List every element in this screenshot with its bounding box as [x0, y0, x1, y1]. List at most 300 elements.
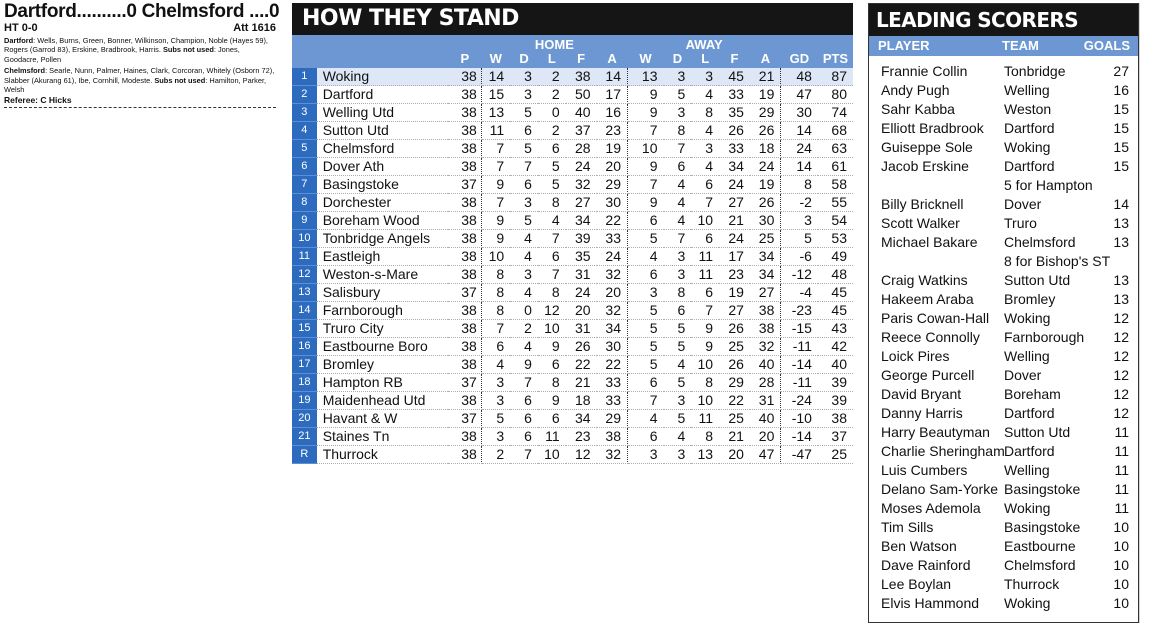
scorer-row	[869, 423, 1138, 442]
scorer-goals: 10	[1113, 557, 1129, 573]
cell-away-drawn: 4	[664, 212, 692, 230]
scorer-name: Lee Boylan	[881, 576, 952, 592]
cell-away-drawn: 3	[664, 104, 692, 122]
cell-home-for: 35	[566, 248, 597, 266]
cell-position: 14	[292, 302, 317, 320]
cell-away-lost: 11	[691, 248, 719, 266]
cell-home-won: 7	[481, 194, 510, 212]
cell-home-lost: 8	[538, 284, 566, 302]
cell-away-against: 32	[750, 338, 781, 356]
cell-team-name: Maidenhead Utd	[317, 392, 449, 410]
scorer-name: Loick Pires	[881, 348, 950, 364]
leading-scorers-title-bar	[869, 4, 1138, 36]
cell-away-drawn: 5	[664, 410, 692, 428]
dartford-lineup	[4, 36, 276, 64]
cell-home-for: 39	[566, 230, 597, 248]
scorer-team: Dartford	[1004, 405, 1055, 421]
cell-away-lost: 3	[691, 68, 719, 86]
cell-team-name: Dartford	[317, 86, 449, 104]
cell-home-won: 11	[481, 122, 510, 140]
cell-away-won: 10	[627, 140, 663, 158]
scorer-name: Guiseppe Sole	[881, 139, 973, 155]
cell-position: 16	[292, 338, 317, 356]
cell-away-won: 13	[627, 68, 663, 86]
cell-home-against: 14	[597, 68, 628, 86]
cell-played: 37	[448, 284, 481, 302]
cell-goal-difference: 3	[781, 212, 818, 230]
cell-home-against: 16	[597, 104, 628, 122]
chelmsford-lineup	[4, 66, 276, 94]
scorer-goals: 10	[1113, 519, 1129, 535]
scorer-goals: 14	[1113, 196, 1129, 212]
cell-position: 19	[292, 392, 317, 410]
scorer-goals: 13	[1113, 291, 1129, 307]
scorer-name: Frannie Collin	[881, 63, 968, 79]
cell-team-name: Basingstoke	[317, 176, 449, 194]
cell-home-against: 32	[597, 266, 628, 284]
cell-away-for: 33	[719, 86, 750, 104]
cell-away-drawn: 5	[664, 320, 692, 338]
cell-away-against: 26	[750, 194, 781, 212]
cell-home-won: 5	[481, 410, 510, 428]
column-header-goals: GOALS	[1083, 38, 1130, 53]
cell-away-drawn: 3	[664, 68, 692, 86]
cell-home-for: 24	[566, 158, 597, 176]
cell-team-name: Welling Utd	[317, 104, 449, 122]
table-row	[292, 194, 853, 212]
scorer-team: Farnborough	[1004, 329, 1085, 345]
cell-position: 7	[292, 176, 317, 194]
cell-goal-difference: -11	[781, 374, 818, 392]
cell-away-against: 29	[750, 104, 781, 122]
cell-away-drawn: 4	[664, 176, 692, 194]
cell-team-name: Woking	[317, 68, 449, 86]
scorer-name: Billy Bricknell	[881, 196, 964, 212]
table-row	[292, 446, 853, 464]
scorer-team: Dover	[1004, 196, 1042, 212]
table-row	[292, 410, 853, 428]
cell-home-won: 15	[481, 86, 510, 104]
cell-home-for: 26	[566, 338, 597, 356]
cell-home-for: 32	[566, 176, 597, 194]
scorer-row	[869, 556, 1138, 575]
cell-team-name: Dover Ath	[317, 158, 449, 176]
cell-points: 53	[818, 230, 853, 248]
cell-away-drawn: 8	[664, 122, 692, 140]
cell-played: 38	[448, 158, 481, 176]
scorer-row	[869, 62, 1138, 81]
column-header-away-against: A	[750, 52, 781, 68]
cell-points: 87	[818, 68, 853, 86]
table-row	[292, 428, 853, 446]
cell-away-against: 19	[750, 176, 781, 194]
cell-away-for: 25	[719, 410, 750, 428]
cell-home-drawn: 4	[510, 284, 538, 302]
scorer-name: Luis Cumbers	[881, 462, 968, 478]
scorer-goals: 13	[1113, 215, 1129, 231]
cell-points: 61	[818, 158, 853, 176]
cell-goal-difference: 5	[781, 230, 818, 248]
league-table-title-bar	[292, 3, 853, 35]
cell-home-against: 32	[597, 446, 628, 464]
cell-away-drawn: 3	[664, 446, 692, 464]
scorer-team: Eastbourne	[1004, 538, 1076, 554]
attendance: Att 1616	[233, 22, 276, 34]
cell-team-name: Boreham Wood	[317, 212, 449, 230]
scorer-goals: 10	[1113, 576, 1129, 592]
cell-played: 38	[448, 392, 481, 410]
cell-points: 58	[818, 176, 853, 194]
cell-away-drawn: 4	[664, 428, 692, 446]
scorer-team: Dover	[1004, 367, 1042, 383]
cell-played: 38	[448, 338, 481, 356]
cell-points: 40	[818, 356, 853, 374]
cell-home-against: 33	[597, 374, 628, 392]
scorer-name: George Purcell	[881, 367, 975, 383]
cell-position: 9	[292, 212, 317, 230]
cell-away-against: 47	[750, 446, 781, 464]
scorer-row	[869, 195, 1138, 214]
scorer-name: Elliott Bradbrook	[881, 120, 984, 136]
cell-away-won: 6	[627, 374, 663, 392]
cell-away-for: 26	[719, 356, 750, 374]
cell-goal-difference: -11	[781, 338, 818, 356]
cell-points: 42	[818, 338, 853, 356]
cell-home-won: 7	[481, 320, 510, 338]
cell-points: 48	[818, 266, 853, 284]
cell-away-against: 26	[750, 122, 781, 140]
cell-home-lost: 10	[538, 320, 566, 338]
scorer-team: Chelmsford	[1004, 234, 1076, 250]
cell-points: 45	[818, 302, 853, 320]
cell-home-lost: 2	[538, 122, 566, 140]
cell-home-drawn: 5	[510, 104, 538, 122]
cell-home-lost: 6	[538, 248, 566, 266]
cell-away-lost: 3	[691, 140, 719, 158]
cell-away-won: 5	[627, 230, 663, 248]
league-table	[292, 35, 853, 464]
cell-away-drawn: 7	[664, 230, 692, 248]
cell-team-name: Sutton Utd	[317, 122, 449, 140]
cell-team-name: Eastbourne Boro	[317, 338, 449, 356]
header-blank	[818, 35, 853, 52]
leading-scorers-list	[869, 56, 1138, 613]
cell-team-name: Farnborough	[317, 302, 449, 320]
column-header-home-drawn: D	[510, 52, 538, 68]
header-blank	[292, 52, 317, 68]
cell-team-name: Salisbury	[317, 284, 449, 302]
scorer-team: Bromley	[1004, 291, 1056, 307]
cell-position: 13	[292, 284, 317, 302]
cell-played: 38	[448, 140, 481, 158]
scorer-row	[869, 233, 1138, 252]
column-header-points: PTS	[818, 52, 853, 68]
table-row	[292, 212, 853, 230]
cell-home-for: 34	[566, 410, 597, 428]
table-row	[292, 356, 853, 374]
cell-home-lost: 6	[538, 140, 566, 158]
scorer-name: Harry Beautyman	[881, 424, 990, 440]
cell-away-drawn: 4	[664, 356, 692, 374]
cell-home-won: 3	[481, 392, 510, 410]
cell-home-for: 34	[566, 212, 597, 230]
scorer-team: Weston	[1004, 101, 1052, 117]
cell-away-drawn: 3	[664, 266, 692, 284]
scorer-goals: 15	[1113, 101, 1129, 117]
cell-away-won: 7	[627, 122, 663, 140]
match-score-line: Dartford..........0 Chelmsford ....0	[4, 1, 280, 22]
cell-away-for: 33	[719, 140, 750, 158]
cell-home-won: 9	[481, 176, 510, 194]
cell-played: 38	[448, 320, 481, 338]
cell-away-won: 9	[627, 86, 663, 104]
match-meta	[4, 22, 276, 34]
cell-home-won: 14	[481, 68, 510, 86]
cell-away-against: 20	[750, 428, 781, 446]
scorer-row	[869, 404, 1138, 423]
header-blank	[292, 35, 317, 52]
cell-home-lost: 0	[538, 104, 566, 122]
cell-goal-difference: 47	[781, 86, 818, 104]
cell-away-lost: 11	[691, 410, 719, 428]
scorer-team: Tonbridge	[1004, 63, 1066, 79]
cell-home-drawn: 3	[510, 194, 538, 212]
scorer-row	[869, 537, 1138, 556]
column-header-home-against: A	[597, 52, 628, 68]
cell-home-drawn: 3	[510, 266, 538, 284]
cell-home-drawn: 5	[510, 140, 538, 158]
cell-away-for: 45	[719, 68, 750, 86]
cell-points: 74	[818, 104, 853, 122]
column-header-away-lost: L	[691, 52, 719, 68]
scorer-row	[869, 442, 1138, 461]
cell-home-drawn: 2	[510, 320, 538, 338]
cell-home-lost: 8	[538, 194, 566, 212]
cell-team-name: Tonbridge Angels	[317, 230, 449, 248]
cell-home-drawn: 7	[510, 158, 538, 176]
cell-away-for: 26	[719, 320, 750, 338]
cell-team-name: Dorchester	[317, 194, 449, 212]
cell-home-won: 13	[481, 104, 510, 122]
scorer-team: Welling	[1004, 462, 1050, 478]
cell-points: 38	[818, 410, 853, 428]
scorer-team: Woking	[1004, 500, 1051, 516]
cell-played: 38	[448, 266, 481, 284]
cell-away-lost: 7	[691, 302, 719, 320]
cell-position: 6	[292, 158, 317, 176]
table-row	[292, 338, 853, 356]
scorer-row	[869, 100, 1138, 119]
scorer-row	[869, 518, 1138, 537]
cell-home-for: 28	[566, 140, 597, 158]
cell-played: 38	[448, 68, 481, 86]
cell-away-for: 21	[719, 428, 750, 446]
cell-away-won: 7	[627, 392, 663, 410]
cell-home-drawn: 6	[510, 410, 538, 428]
cell-position: 3	[292, 104, 317, 122]
cell-away-lost: 8	[691, 428, 719, 446]
scorer-row	[869, 271, 1138, 290]
cell-points: 25	[818, 446, 853, 464]
table-row	[292, 176, 853, 194]
scorer-team: Woking	[1004, 139, 1051, 155]
chelmsford-lineup-text: : Searle, Nunn, Palmer, Haines, Clark, Corcoran, Whitely (Osborn 72), Slabber (Akurang 61), Ibe, Cornhill, Modeste.	[4, 66, 275, 85]
cell-home-against: 29	[597, 176, 628, 194]
cell-home-lost: 9	[538, 392, 566, 410]
cell-goal-difference: -47	[781, 446, 818, 464]
cell-points: 49	[818, 248, 853, 266]
cell-away-drawn: 3	[664, 248, 692, 266]
cell-home-won: 3	[481, 428, 510, 446]
scorer-goals: 10	[1113, 595, 1129, 611]
cell-home-won: 8	[481, 302, 510, 320]
cell-away-won: 7	[627, 176, 663, 194]
cell-away-lost: 6	[691, 176, 719, 194]
cell-home-lost: 9	[538, 338, 566, 356]
cell-position: 12	[292, 266, 317, 284]
dartford-lineup-text: : Wells, Burns, Green, Bonner, Wilkinson, Champion, Noble (Hayes 59), Rogers (Garrod 83), Erskine, Bradbrook, Harris.	[4, 36, 268, 55]
cell-away-drawn: 3	[664, 392, 692, 410]
cell-away-lost: 4	[691, 86, 719, 104]
cell-away-drawn: 5	[664, 338, 692, 356]
cell-home-won: 2	[481, 446, 510, 464]
scorer-name: Craig Watkins	[881, 272, 968, 288]
scorer-note	[869, 252, 1138, 271]
cell-goal-difference: 14	[781, 122, 818, 140]
cell-position: 4	[292, 122, 317, 140]
scorer-team: Dartford	[1004, 158, 1055, 174]
cell-home-lost: 11	[538, 428, 566, 446]
cell-team-name: Chelmsford	[317, 140, 449, 158]
cell-position: 15	[292, 320, 317, 338]
cell-away-drawn: 6	[664, 302, 692, 320]
cell-home-drawn: 5	[510, 212, 538, 230]
header-blank	[317, 35, 449, 52]
cell-goal-difference: -14	[781, 428, 818, 446]
cell-away-against: 34	[750, 248, 781, 266]
cell-away-won: 4	[627, 410, 663, 428]
scorer-goals: 10	[1113, 538, 1129, 554]
cell-home-for: 12	[566, 446, 597, 464]
cell-played: 37	[448, 176, 481, 194]
scorer-goals: 11	[1114, 481, 1129, 497]
cell-home-lost: 10	[538, 446, 566, 464]
cell-home-won: 9	[481, 230, 510, 248]
column-header-goal-difference: GD	[781, 52, 818, 68]
scorer-note	[869, 176, 1138, 195]
cell-away-lost: 13	[691, 446, 719, 464]
cell-goal-difference: -6	[781, 248, 818, 266]
cell-points: 39	[818, 392, 853, 410]
scorer-goals: 12	[1113, 405, 1129, 421]
leading-scorers-panel	[868, 3, 1140, 623]
cell-points: 55	[818, 194, 853, 212]
cell-team-name: Staines Tn	[317, 428, 449, 446]
scorer-name: Jacob Erskine	[881, 158, 969, 174]
scorer-row	[869, 328, 1138, 347]
cell-goal-difference: 8	[781, 176, 818, 194]
scorer-row	[869, 480, 1138, 499]
cell-away-won: 5	[627, 338, 663, 356]
scorer-row	[869, 385, 1138, 404]
cell-goal-difference: -10	[781, 410, 818, 428]
scorer-goals: 16	[1113, 82, 1129, 98]
cell-home-against: 22	[597, 356, 628, 374]
scorer-row	[869, 575, 1138, 594]
cell-home-for: 18	[566, 392, 597, 410]
table-row	[292, 140, 853, 158]
cell-played: 37	[448, 374, 481, 392]
cell-home-won: 7	[481, 158, 510, 176]
scorer-team: Basingstoke	[1004, 481, 1081, 497]
scorer-team: Basingstoke	[1004, 519, 1081, 535]
referee: Referee: C Hicks	[4, 95, 276, 108]
cell-position: R	[292, 446, 317, 464]
cell-away-drawn: 8	[664, 284, 692, 302]
cell-away-won: 3	[627, 284, 663, 302]
scorer-goals: 13	[1113, 234, 1129, 250]
cell-home-for: 24	[566, 284, 597, 302]
cell-home-for: 22	[566, 356, 597, 374]
cell-away-for: 21	[719, 212, 750, 230]
leading-scorers-header	[869, 36, 1138, 56]
dartford-subs-text: : Jones, Goodacre, Pollen	[4, 45, 240, 64]
cell-points: 63	[818, 140, 853, 158]
cell-away-lost: 4	[691, 122, 719, 140]
chelmsford-lineup-label: Chelmsford	[4, 66, 46, 76]
scorer-goals: 15	[1113, 120, 1129, 136]
cell-home-drawn: 6	[510, 176, 538, 194]
scorer-row	[869, 138, 1138, 157]
header-away-group: AWAY	[627, 35, 780, 52]
scorer-name: Delano Sam-Yorke	[881, 481, 998, 497]
cell-home-lost: 2	[538, 68, 566, 86]
cell-played: 38	[448, 230, 481, 248]
header-blank	[781, 35, 818, 52]
cell-goal-difference: -2	[781, 194, 818, 212]
cell-away-won: 6	[627, 266, 663, 284]
cell-played: 37	[448, 410, 481, 428]
cell-points: 43	[818, 320, 853, 338]
scorer-goals: 11	[1114, 424, 1129, 440]
scorer-name: Sahr Kabba	[881, 101, 955, 117]
cell-away-against: 19	[750, 86, 781, 104]
half-time-score: HT 0-0	[4, 22, 38, 34]
cell-played: 38	[448, 446, 481, 464]
cell-home-lost: 8	[538, 374, 566, 392]
cell-points: 80	[818, 86, 853, 104]
cell-played: 38	[448, 122, 481, 140]
scorer-row	[869, 157, 1138, 176]
table-row	[292, 104, 853, 122]
cell-home-lost: 4	[538, 212, 566, 230]
scorer-goals: 11	[1114, 500, 1129, 516]
cell-home-for: 20	[566, 302, 597, 320]
table-row	[292, 158, 853, 176]
cell-team-name: Truro City	[317, 320, 449, 338]
cell-goal-difference: 24	[781, 140, 818, 158]
cell-home-for: 37	[566, 122, 597, 140]
scorer-name: Reece Connolly	[881, 329, 980, 345]
cell-away-for: 19	[719, 284, 750, 302]
scorer-team: Sutton Utd	[1004, 272, 1071, 288]
cell-played: 38	[448, 86, 481, 104]
cell-team-name: Bromley	[317, 356, 449, 374]
cell-away-against: 27	[750, 284, 781, 302]
table-row	[292, 284, 853, 302]
cell-home-lost: 7	[538, 266, 566, 284]
cell-home-against: 33	[597, 230, 628, 248]
